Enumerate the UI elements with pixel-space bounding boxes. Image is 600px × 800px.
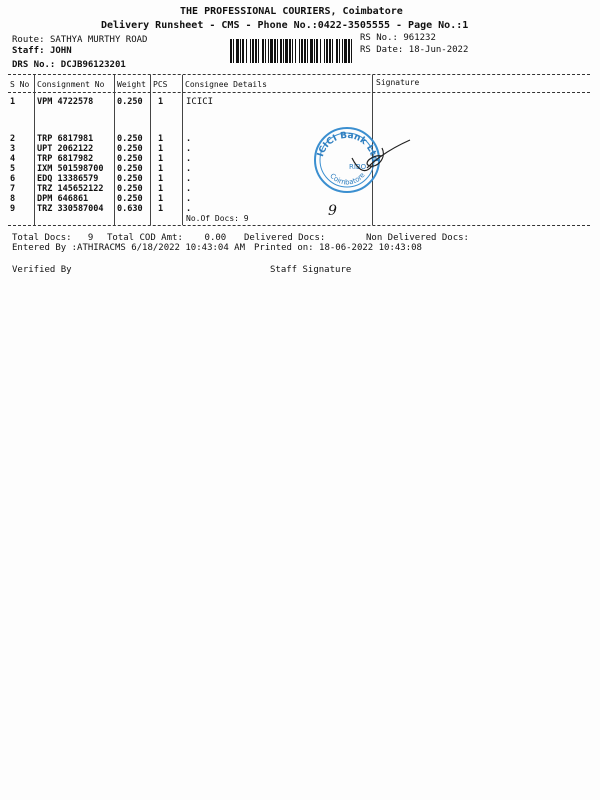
header-signature: Signature	[376, 78, 420, 87]
drs-line	[12, 60, 126, 70]
row-consignment: UPT 2062122	[37, 144, 94, 154]
drs-value: DCJB96123201	[60, 60, 126, 70]
row-consignment: TRZ 145652122	[37, 184, 104, 194]
table-header-rule	[8, 92, 590, 93]
row-consignment: TRZ 330587004	[37, 204, 104, 214]
stamp-city: Coimbatore	[328, 171, 367, 187]
row-consignment: TRP 6817981	[37, 134, 94, 144]
runsheet-subtitle: Delivery Runsheet - CMS - Phone No.:0422-3505555 - Page No.:1	[101, 20, 469, 31]
row-pcs: 1	[158, 134, 164, 144]
row-pcs: 1	[158, 154, 164, 164]
delivered-docs: Delivered Docs:	[244, 233, 326, 243]
row-consignment: TRP 6817982	[37, 154, 94, 164]
row-pcs: 1	[158, 97, 164, 107]
staff-line	[12, 46, 72, 56]
drs-label: DRS No.:	[12, 60, 56, 70]
verified-by: Verified By	[12, 265, 72, 275]
route-line	[12, 35, 147, 45]
staff-signature: Staff Signature	[270, 265, 352, 275]
row-details: .	[186, 154, 192, 164]
header-consignment: Consignment No	[37, 80, 105, 89]
row-consignment: EDQ 13386579	[37, 174, 99, 184]
stamp-bank-name: ICICI Bank Ltd	[315, 130, 380, 163]
no-of-docs: No.Of Docs: 9	[186, 214, 249, 223]
row-details: .	[186, 194, 192, 204]
row-details: ICICI	[186, 97, 214, 107]
header-consignee: Consignee Details	[185, 80, 267, 89]
rs-date-value: 18-Jun-2022	[408, 45, 469, 55]
staff-value: JOHN	[49, 46, 72, 56]
table-bottom-rule	[8, 225, 590, 226]
row-consignment: DPM 646861	[37, 194, 89, 204]
row-weight: 0.250	[117, 184, 143, 194]
row-pcs: 1	[158, 144, 164, 154]
row-sno: 9	[10, 204, 16, 214]
table-row	[0, 194, 600, 204]
row-pcs: 1	[158, 164, 164, 174]
table-row	[0, 97, 600, 107]
row-details: .	[186, 184, 192, 194]
header-sno: S No	[10, 80, 30, 89]
stamp-branch: RIBO	[349, 163, 367, 171]
staff-label: Staff:	[12, 46, 45, 56]
row-pcs: 1	[158, 184, 164, 194]
non-delivered-docs: Non Delivered Docs:	[366, 233, 469, 243]
row-sno: 7	[10, 184, 16, 194]
table-row	[0, 154, 600, 164]
row-sno: 5	[10, 164, 16, 174]
row-sno: 3	[10, 144, 16, 154]
rs-no-label: RS No.:	[360, 33, 398, 43]
row-sno: 4	[10, 154, 16, 164]
table-row	[0, 204, 600, 214]
row-details: .	[186, 164, 192, 174]
row-weight: 0.250	[117, 144, 143, 154]
header-weight: Weight	[117, 80, 146, 89]
table-row	[0, 134, 600, 144]
row-sno: 1	[10, 97, 16, 107]
header-pcs: PCS	[153, 80, 168, 89]
row-pcs: 1	[158, 174, 164, 184]
row-details: .	[186, 144, 192, 154]
row-sno: 8	[10, 194, 16, 204]
rs-date-label: RS Date:	[360, 45, 404, 55]
total-cod: Total COD Amt: 0.00	[107, 233, 227, 243]
barcode-image	[230, 39, 352, 63]
rs-date-line	[360, 45, 468, 55]
row-sno: 2	[10, 134, 16, 144]
row-pcs: 1	[158, 204, 164, 214]
row-weight: 0.630	[117, 204, 143, 214]
table-row	[0, 144, 600, 154]
table-top-rule	[8, 74, 590, 75]
route-label: Route:	[12, 35, 45, 45]
row-weight: 0.250	[117, 164, 143, 174]
row-details: .	[186, 204, 192, 214]
row-weight: 0.250	[117, 97, 143, 107]
printed-on: Printed on: 18-06-2022 10:43:08	[254, 243, 422, 253]
row-consignment: VPM 4722578	[37, 97, 94, 107]
table-row	[0, 184, 600, 194]
rs-no-value: 961232	[403, 33, 436, 43]
row-sno: 6	[10, 174, 16, 184]
rs-no-line	[360, 33, 436, 43]
row-weight: 0.250	[117, 194, 143, 204]
total-docs: Total Docs: 9	[12, 233, 94, 243]
route-value: SATHYA MURTHY ROAD	[49, 35, 148, 45]
table-row	[0, 164, 600, 174]
row-details: .	[186, 174, 192, 184]
table-row	[0, 174, 600, 184]
row-details: .	[186, 134, 192, 144]
row-weight: 0.250	[117, 174, 143, 184]
row-consignment: IXM 501598700	[37, 164, 104, 174]
row-weight: 0.250	[117, 154, 143, 164]
entered-by: Entered By :ATHIRACMS 6/18/2022 10:43:04 AM	[12, 243, 245, 253]
row-weight: 0.250	[117, 134, 143, 144]
company-title: THE PROFESSIONAL COURIERS, Coimbatore	[180, 6, 403, 17]
handwritten-count: 9	[328, 203, 337, 219]
row-pcs: 1	[158, 194, 164, 204]
